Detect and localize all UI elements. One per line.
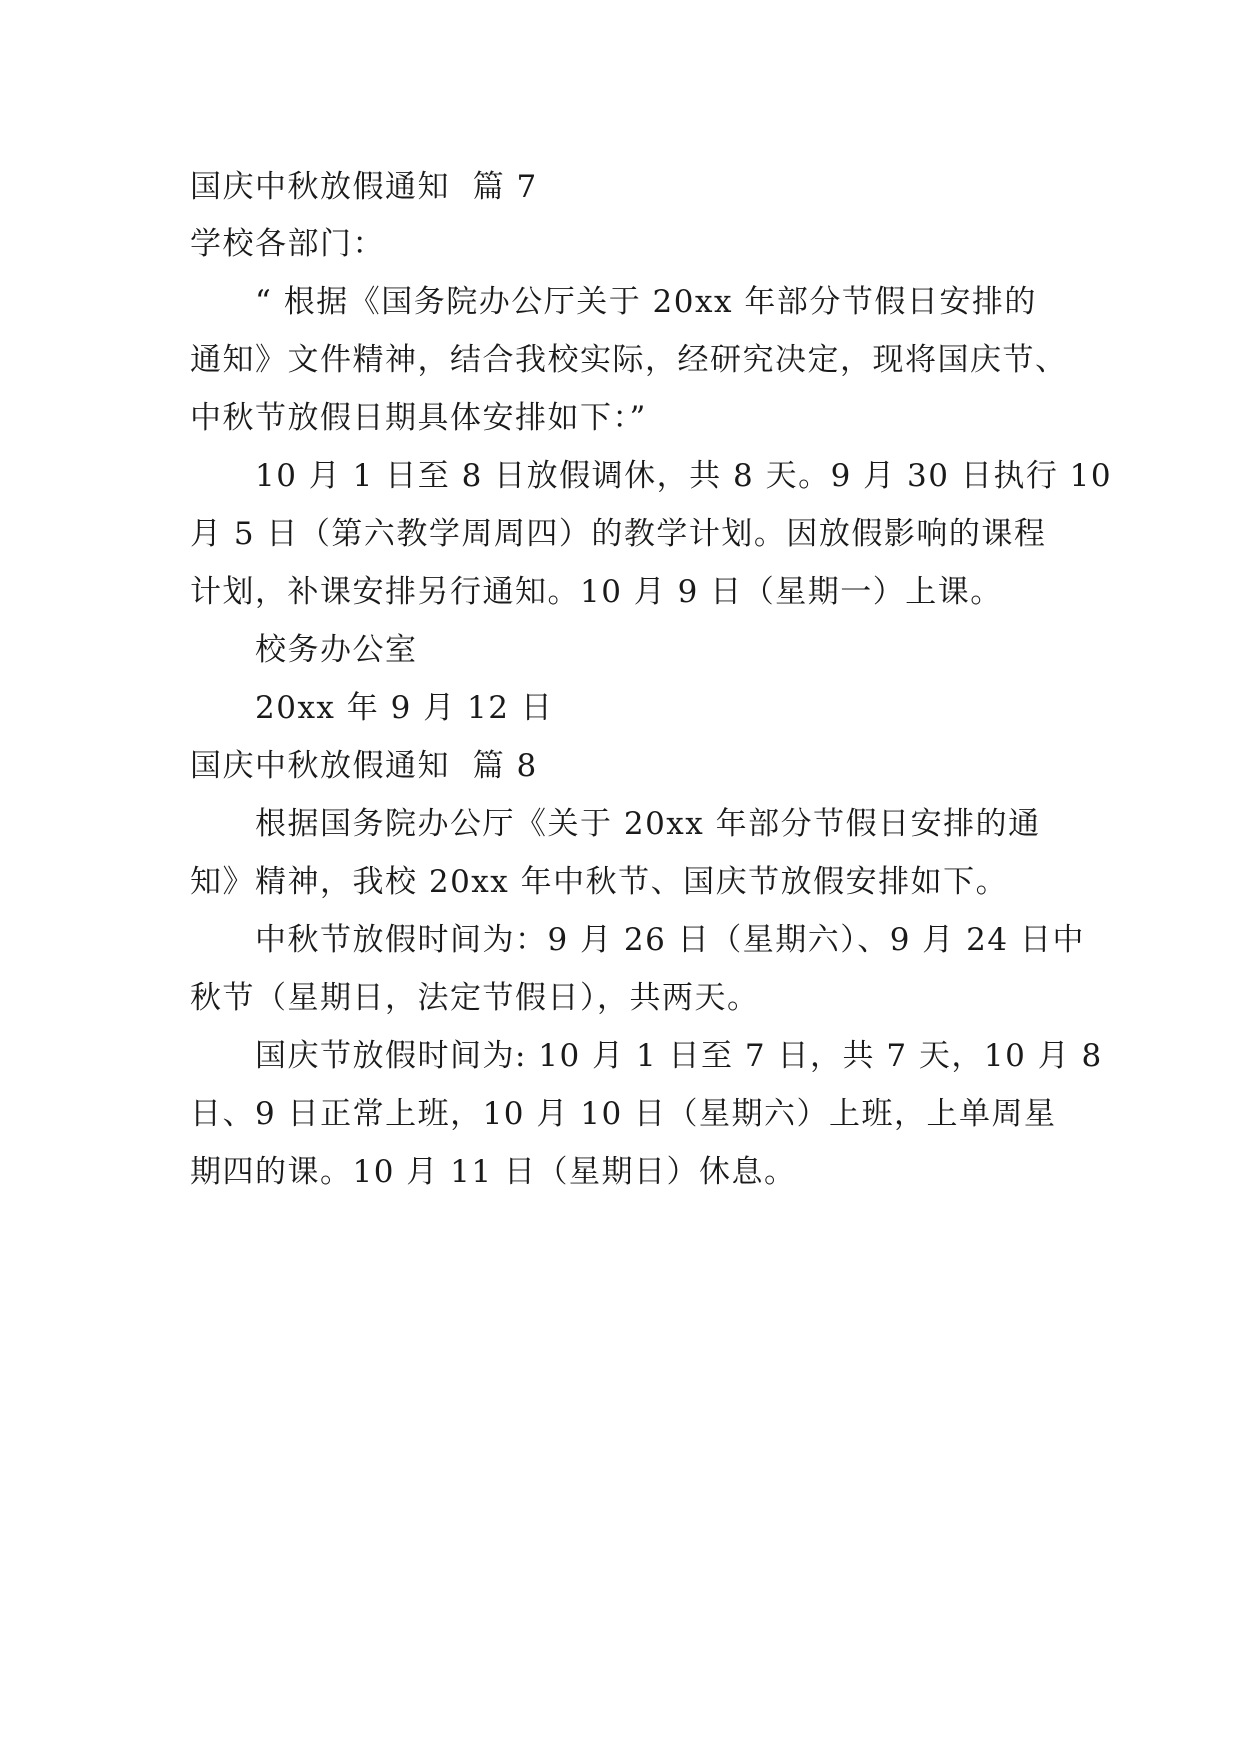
s8-p1-line-1: 根据国务院办公厅《关于 20xx 年部分节假日安排的通 xyxy=(255,806,1041,842)
s7-p1-line-2: 通知》文件精神，结合我校实际，经研究决定，现将国庆节、 xyxy=(190,342,1068,378)
s8-p3-line-3: 期四的课。10 月 11 日（星期日）休息。 xyxy=(190,1154,797,1190)
s8-p2-line-1: 中秋节放假时间为：9 月 26 日（星期六）、9 月 24 日中 xyxy=(255,922,1085,958)
s8-p3-line-1: 国庆节放假时间为: 10 月 1 日至 7 日，共 7 天，10 月 8 xyxy=(255,1038,1103,1074)
s7-p1-line-1: “ 根据《国务院办公厅关于 20xx 年部分节假日安排的 xyxy=(255,284,1037,320)
signature: 校务办公室 xyxy=(255,632,418,668)
s8-p2-line-2: 秋节（星期日，法定节假日），共两天。 xyxy=(190,980,760,1016)
s7-p2-line-3: 计划，补课安排另行通知。10 月 9 日（星期一）上课。 xyxy=(190,574,1003,610)
salutation: 学校各部门： xyxy=(190,226,385,262)
s7-p1-line-3: 中秋节放假日期具体安排如下：” xyxy=(190,400,647,436)
signature-date: 20xx 年 9 月 12 日 xyxy=(255,690,554,726)
section-8-heading: 国庆中秋放假通知 篇 8 xyxy=(190,748,538,784)
section-7-heading: 国庆中秋放假通知 篇 7 xyxy=(190,169,538,205)
s7-p2-line-2: 月 5 日（第六教学周周四）的教学计划。因放假影响的课程 xyxy=(190,516,1047,552)
s8-p3-line-2: 日、9 日正常上班，10 月 10 日（星期六）上班，上单周星 xyxy=(190,1096,1057,1132)
s7-p2-line-1: 10 月 1 日至 8 日放假调休，共 8 天。9 月 30 日执行 10 xyxy=(255,458,1113,494)
s8-p1-line-2: 知》精神，我校 20xx 年中秋节、国庆节放假安排如下。 xyxy=(190,864,1009,900)
